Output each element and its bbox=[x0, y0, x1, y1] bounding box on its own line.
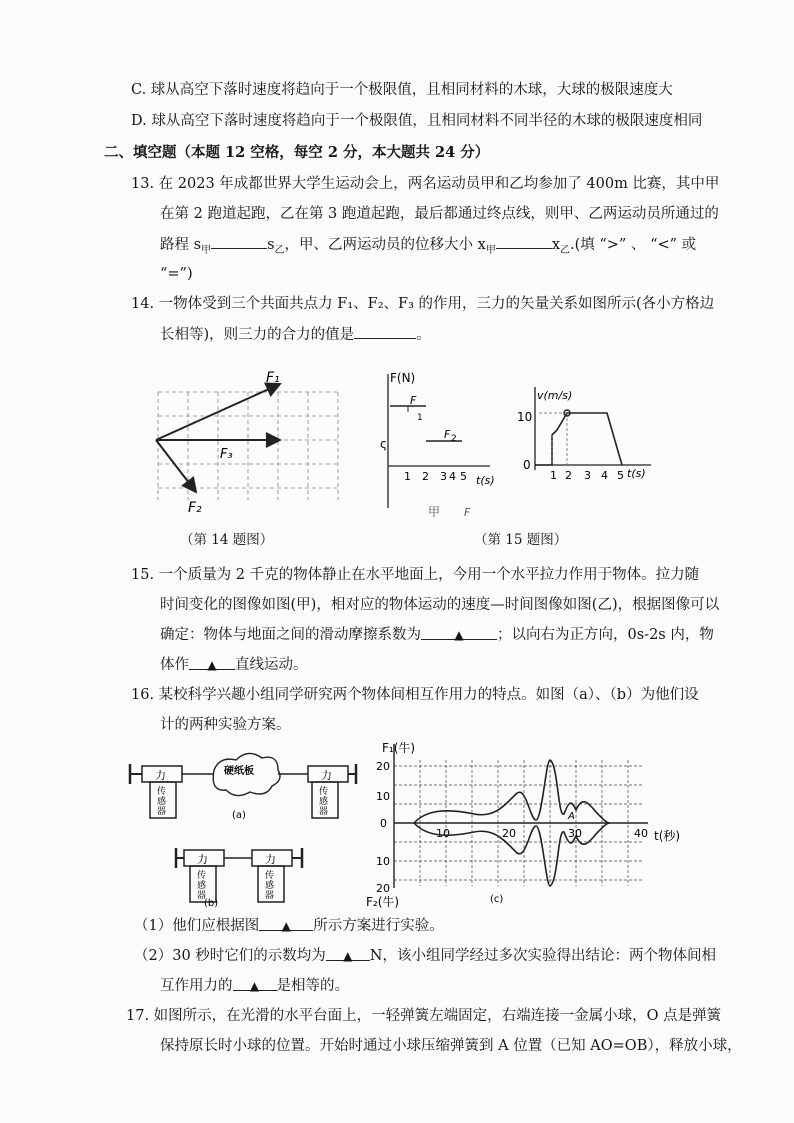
f1-series-label: F bbox=[410, 394, 417, 407]
q15-line4: 体作 ▲ 直线运动。 bbox=[160, 657, 308, 673]
svg-text:2: 2 bbox=[422, 470, 429, 483]
f2-label: F₂ bbox=[188, 500, 202, 516]
svg-text:力: 力 bbox=[197, 853, 208, 866]
svg-text:器: 器 bbox=[197, 891, 207, 901]
f2-series-sub: 2 bbox=[451, 434, 457, 444]
svg-text:5: 5 bbox=[617, 469, 624, 482]
f1-series-sub: 1 bbox=[417, 413, 423, 423]
fig15a-caption2: F bbox=[464, 506, 471, 518]
q16-line1: 16. 某校科学兴趣小组同学研究两个物体间相互作用力的特点。如图（a）、（b）为他们设 bbox=[131, 687, 699, 703]
grid bbox=[158, 392, 338, 500]
fig14-force-grid bbox=[148, 370, 348, 520]
q15-line3: 确定：物体与地面之间的滑动摩擦系数为 ▲ ；以向右为正方向，0s-2s 内，物 bbox=[160, 627, 714, 643]
svg-text:器: 器 bbox=[157, 807, 167, 817]
velocity-line bbox=[535, 413, 622, 465]
y-ticks bbox=[376, 760, 390, 895]
fig15b-y0: 0 bbox=[523, 458, 531, 472]
svg-text:传: 传 bbox=[157, 787, 167, 797]
fig15a-ylabel: F(N) bbox=[390, 371, 416, 385]
fig15a-ticks bbox=[404, 470, 467, 483]
q15-line2: 时间变化的图像如图(甲)，相对应的物体运动的速度—时间图像如图(乙)，根据图像可以 bbox=[160, 597, 720, 613]
svg-text:20: 20 bbox=[502, 827, 516, 840]
t-axis-label: t(秒) bbox=[654, 829, 681, 843]
svg-text:器: 器 bbox=[319, 807, 329, 817]
option-d: D. 球从高空下落时速度将趋向于一个极限值，且相同材料不同半径的木球的极限速度相同 bbox=[131, 113, 703, 129]
svg-text:2: 2 bbox=[565, 469, 572, 482]
svg-text:感: 感 bbox=[265, 881, 275, 891]
fig15b-y10: 10 bbox=[517, 410, 533, 424]
q13-line4: “=”) bbox=[160, 266, 193, 282]
q16-sub3: 互作用力的 ▲ 是相等的。 bbox=[160, 978, 349, 994]
svg-text:10: 10 bbox=[376, 790, 390, 803]
svg-text:器: 器 bbox=[265, 891, 275, 901]
svg-text:20: 20 bbox=[376, 760, 390, 773]
svg-text:0: 0 bbox=[380, 817, 387, 830]
q16-blank-scheme[interactable]: ▲ bbox=[259, 916, 313, 931]
fig15b-ticks bbox=[550, 469, 624, 482]
svg-text:20: 20 bbox=[376, 882, 390, 895]
svg-text:1: 1 bbox=[550, 469, 557, 482]
svg-text:硬纸板: 硬纸板 bbox=[224, 766, 254, 777]
q16-line2: 计的两种实验方案。 bbox=[160, 717, 291, 733]
fig15b-xlabel: t(s) bbox=[627, 467, 646, 480]
svg-text:10: 10 bbox=[376, 855, 390, 868]
svg-text:4: 4 bbox=[449, 470, 456, 483]
svg-text:传: 传 bbox=[265, 871, 275, 881]
svg-text:10: 10 bbox=[436, 827, 450, 840]
fig16-force-time-graph bbox=[366, 738, 690, 910]
section-title: 二、填空题（本题 12 空格，每空 2 分，本大题共 24 分） bbox=[104, 144, 490, 161]
svg-text:(b): (b) bbox=[204, 898, 219, 908]
q15-line1: 15. 一个质量为 2 千克的物体静止在水平地面上，今用一个水平拉力作用于物体。拉力随 bbox=[131, 567, 700, 583]
fig15a-caption: 甲 bbox=[428, 505, 441, 518]
svg-text:感: 感 bbox=[197, 881, 207, 891]
q13-line3: 路程 $s_甲$ $s_乙$，甲、乙两运动员的位移大小 $x_甲$ $x_乙$.(填 “>” 、 “<” 或 bbox=[160, 234, 696, 261]
q16-sub1: （1）他们应根据图 ▲ 所示方案进行实验。 bbox=[134, 918, 444, 934]
q17-line1: 17. 如图所示，在光滑的水平台面上，一轻弹簧左端固定，右端连接一金属小球，O 点是弹簧 bbox=[126, 1008, 722, 1024]
q16-sub2: （2）30 秒时它们的示数均为 ▲ N，该小组同学经过多次实验得出结论：两个物体间相 bbox=[134, 948, 716, 964]
svg-text:1: 1 bbox=[404, 470, 411, 483]
svg-text:4: 4 bbox=[601, 469, 608, 482]
fig15-velocity-time-graph bbox=[505, 385, 655, 485]
f2-series-label: F bbox=[444, 428, 451, 441]
fig15-caption: （第 15 题图） bbox=[474, 532, 568, 548]
f1-label: F₁ bbox=[266, 370, 280, 386]
q16-blank-magnitude[interactable]: ▲ bbox=[233, 976, 277, 991]
svg-text:5: 5 bbox=[460, 470, 467, 483]
q15-blank-motion[interactable]: ▲ bbox=[189, 655, 235, 670]
q15-blank-friction[interactable]: ▲ bbox=[421, 625, 497, 640]
svg-text:(c): (c) bbox=[490, 894, 504, 905]
svg-text:40: 40 bbox=[634, 827, 648, 840]
svg-text:力: 力 bbox=[155, 769, 166, 782]
svg-text:感: 感 bbox=[319, 797, 329, 807]
fig14-caption: （第 14 题图） bbox=[180, 532, 274, 548]
svg-text:传: 传 bbox=[319, 787, 329, 797]
fig15b-ylabel: v(m/s) bbox=[537, 389, 573, 402]
q13-blank-path[interactable] bbox=[211, 234, 267, 249]
svg-text:3: 3 bbox=[440, 470, 447, 483]
fig15-force-time-graph bbox=[378, 368, 496, 518]
q14-line2: 长相等)，则三力的合力的值是 。 bbox=[160, 324, 431, 345]
svg-text:3: 3 bbox=[584, 469, 591, 482]
fig15a-xlabel: t(s) bbox=[476, 474, 495, 487]
q14-blank[interactable] bbox=[354, 324, 416, 339]
option-c: C. 球从高空下落时速度将趋向于一个极限值，且相同材料的木球，大球的极限速度大 bbox=[131, 82, 673, 98]
f2-arrow bbox=[156, 440, 196, 492]
fig16-apparatus bbox=[128, 750, 360, 908]
svg-text:感: 感 bbox=[157, 797, 167, 807]
svg-text:A: A bbox=[568, 811, 575, 822]
svg-text:30: 30 bbox=[568, 827, 582, 840]
q13-line1: 13. 在 2023 年成都世界大学生运动会上，两名运动员甲和乙均参加了 400m 比赛，其中甲 bbox=[131, 176, 720, 192]
svg-text:ς: ς bbox=[380, 437, 388, 451]
q13-blank-displacement[interactable] bbox=[496, 234, 552, 249]
svg-text:力: 力 bbox=[265, 853, 276, 866]
svg-text:传: 传 bbox=[197, 871, 207, 881]
f3-label: F₃ bbox=[220, 447, 233, 462]
q13-line2: 在第 2 跑道起跑，乙在第 3 跑道起跑，最后都通过终点线，则甲、乙两运动员所通过的 bbox=[160, 206, 719, 222]
svg-text:力: 力 bbox=[321, 769, 332, 782]
f1-axis-label: F₁(牛) bbox=[382, 741, 416, 755]
q16-blank-reading[interactable]: ▲ bbox=[326, 946, 370, 961]
q17-line2: 保持原长时小球的位置。开始时通过小球压缩弹簧到 A 位置（已知 AO=OB），释放小球， bbox=[160, 1038, 742, 1054]
f1-curve bbox=[414, 760, 610, 823]
f2-axis-label: F₂(牛) bbox=[366, 895, 400, 909]
q14-line1: 14. 一物体受到三个共面共点力 F₁、F₂、F₃ 的作用，三力的矢量关系如图所示(各小方格边 bbox=[131, 296, 715, 312]
svg-text:(a): (a) bbox=[232, 810, 246, 821]
